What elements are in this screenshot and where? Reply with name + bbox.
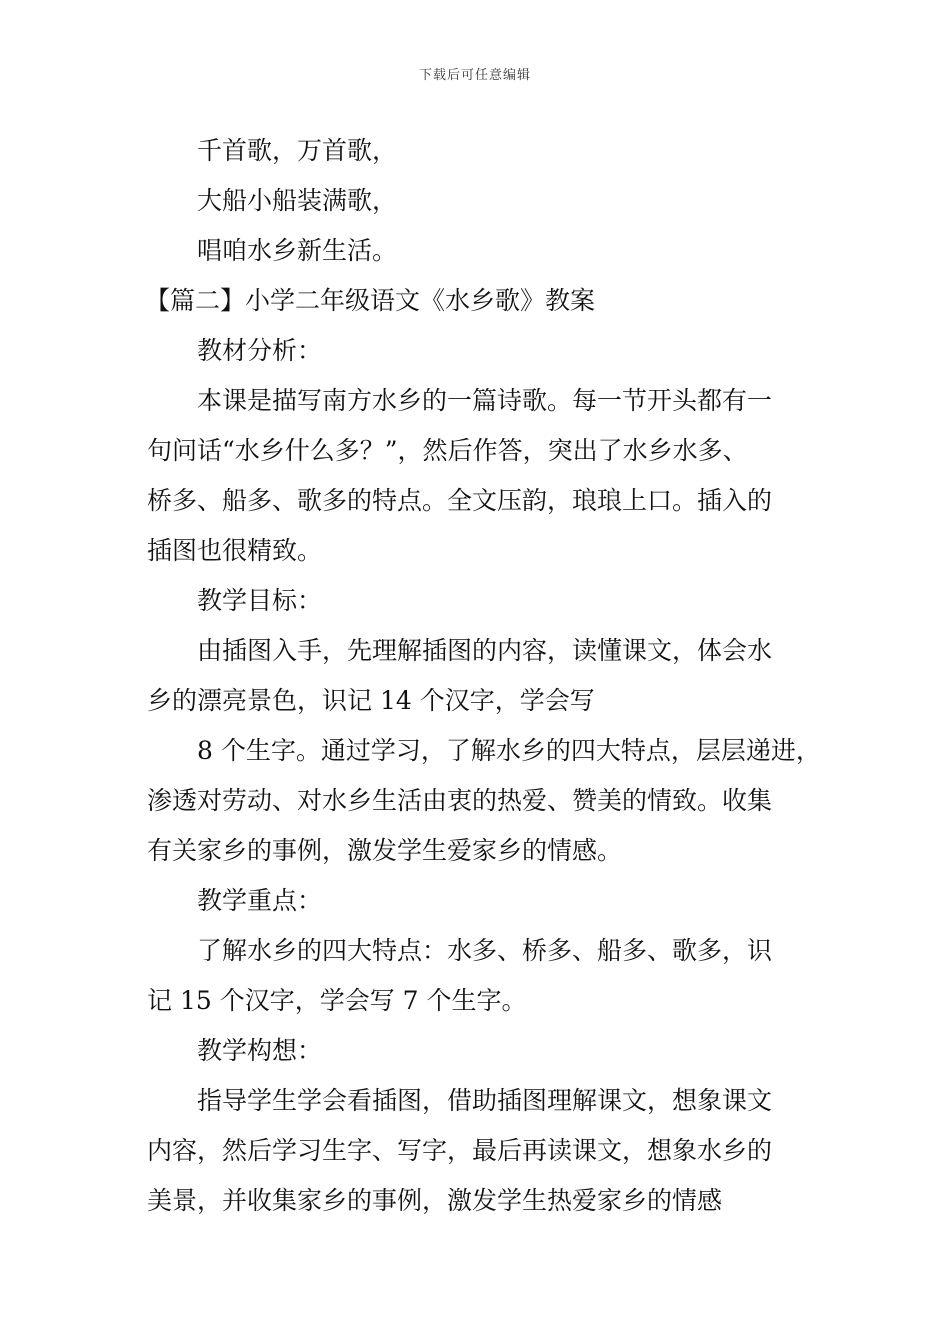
section-heading: 【篇二】小学二年级语文《水乡歌》教案: [145, 286, 596, 315]
subheading-text: 教学目标：: [197, 586, 323, 615]
text-line: 美景，并收集家乡的事例，激发学生热爱家乡的情感: [147, 1186, 723, 1215]
text-line: 渗透对劳动、对水乡生活由衷的热爱、赞美的情致。收集: [147, 786, 773, 815]
text-line: 唱咱水乡新生活。: [197, 236, 398, 265]
document-body: [147, 126, 827, 1226]
text-line: 本课是描写南方水乡的一篇诗歌。每一节开头都有一: [197, 386, 773, 415]
text-line: 8 个生字。通过学习，了解水乡的四大特点，层层递进，: [197, 736, 821, 765]
text-line: 指导学生学会看插图，借助插图理解课文，想象课文: [197, 1086, 773, 1115]
subheading-text: 教材分析：: [197, 336, 323, 365]
text-line: 有关家乡的事例，激发学生爱家乡的情感。: [147, 836, 623, 865]
text-line: 插图也很精致。: [147, 536, 323, 565]
text-line: 桥多、船多、歌多的特点。全文压韵，琅琅上口。插入的: [147, 486, 773, 515]
subheading-text: 教学重点：: [197, 886, 323, 915]
page-header: 下载后可任意编辑: [418, 68, 531, 83]
subheading-text: 教学构想：: [197, 1036, 323, 1065]
text-line: 由插图入手，先理解插图的内容，读懂课文，体会水: [197, 636, 773, 665]
text-line: 句问话“水乡什么多？”，然后作答，突出了水乡水多、: [147, 436, 748, 465]
text-line: 记 15 个汉字，学会写 7 个生字。: [147, 986, 527, 1015]
text-line: 千首歌，万首歌，: [197, 136, 398, 165]
text-line: 乡的漂亮景色，识记 14 个汉字，学会写: [147, 686, 595, 715]
text-line: 大船小船装满歌，: [197, 186, 398, 215]
text-line: 了解水乡的四大特点：水多、桥多、船多、歌多，识: [197, 936, 773, 965]
text-line: 内容，然后学习生字、写字，最后再读课文，想象水乡的: [147, 1136, 773, 1165]
